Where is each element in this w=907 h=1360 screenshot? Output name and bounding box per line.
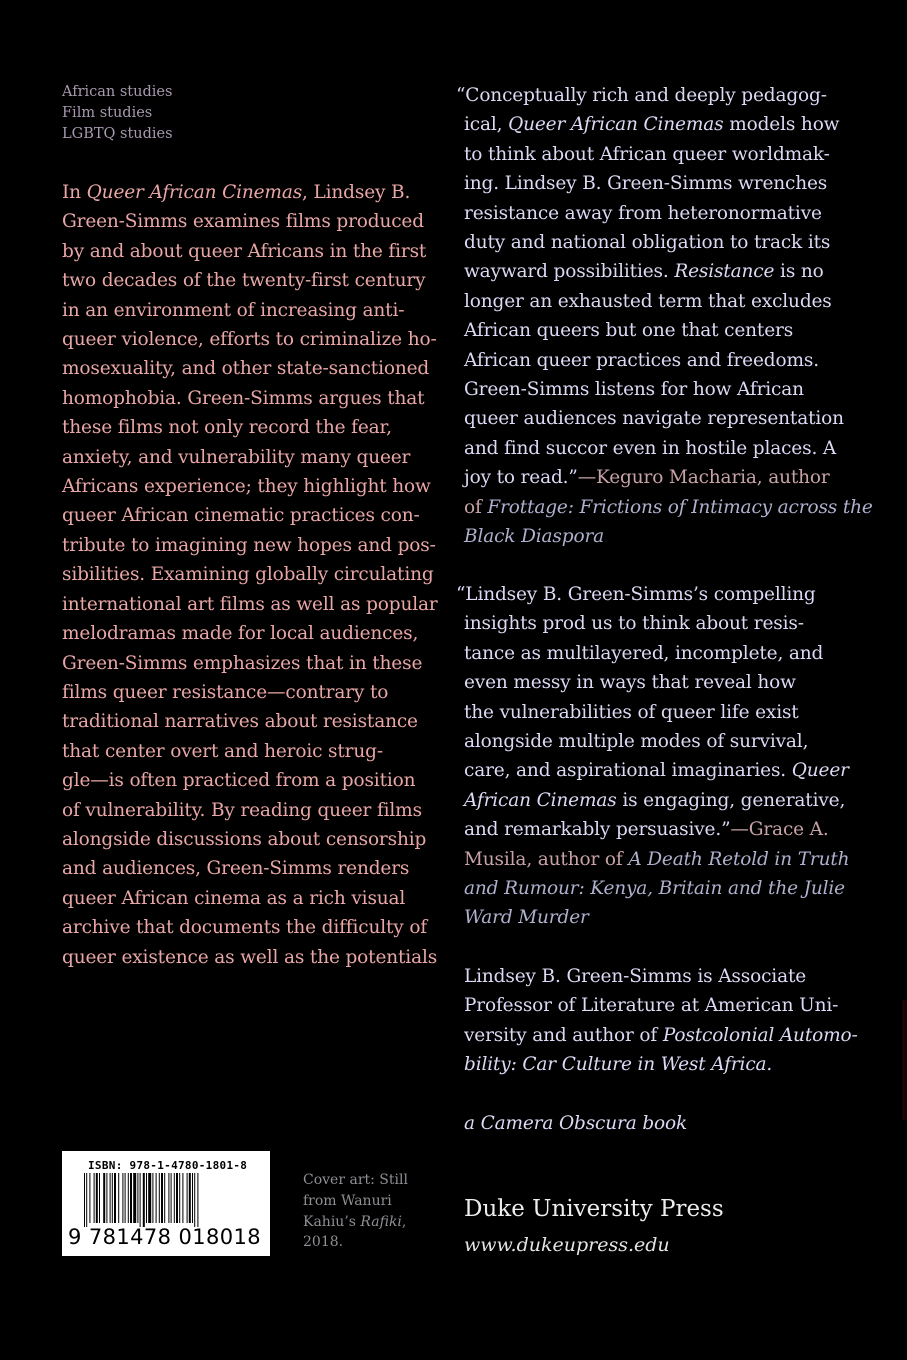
subject-item: LGBTQ studies	[62, 126, 173, 142]
attributed-work-title: Frottage: Frictions of Intimacy across the	[487, 496, 873, 518]
book-description	[62, 178, 447, 972]
credit-line: 2018.	[303, 1234, 344, 1251]
barcode-bar	[86, 1173, 87, 1227]
barcode-bar	[179, 1173, 180, 1223]
attribution: —Grace A.	[730, 819, 829, 841]
barcode-bar	[143, 1173, 145, 1227]
barcode-bar	[137, 1173, 138, 1223]
barcode-bar	[174, 1173, 175, 1223]
description-line: sibilities. Examining globally circulating	[62, 564, 434, 586]
barcode-bar	[171, 1173, 172, 1223]
resistance-word: Resistance	[674, 261, 775, 283]
barcode-bar	[192, 1173, 193, 1223]
barcode-bar	[187, 1173, 188, 1223]
description-line: by and about queer Africans in the first	[62, 240, 427, 262]
description-line: melodramas made for local audiences,	[62, 623, 419, 645]
barcode-bar	[96, 1173, 98, 1223]
barcode-digits: 9 781478 018018	[68, 1225, 262, 1249]
barcode-bar	[197, 1173, 198, 1227]
description-line: that center overt and heroic strug-	[62, 740, 383, 762]
description-line: Africans experience; they highlight how	[62, 476, 431, 498]
description-line: gle—is often practiced from a position	[62, 770, 416, 792]
barcode-bar	[164, 1173, 165, 1223]
blurb-line: of Frottage: Frictions of Intimacy across the	[464, 496, 873, 518]
blurb-line: care, and aspirational imaginaries. Queer	[464, 760, 849, 782]
blurb-line: Green-Simms listens for how African	[464, 379, 804, 401]
blurb-line: duty and national obligation to track its	[464, 232, 831, 254]
description-line: In Queer African Cinemas, Lindsey B.	[62, 182, 411, 203]
author-book-title: Postcolonial Automo-	[662, 1024, 858, 1046]
barcode-bar	[89, 1173, 90, 1223]
blurb-line: African Cinemas is engaging, generative,	[464, 789, 846, 811]
barcode-bar	[94, 1173, 95, 1223]
barcode-bar	[99, 1173, 100, 1223]
subject-item: African studies	[62, 84, 173, 100]
description-line: queer violence, efforts to criminalize ho-	[62, 329, 437, 351]
barcode-bar	[114, 1173, 116, 1223]
description-line: these films not only record the fear,	[62, 417, 392, 439]
blurb-line: queer audiences navigate representation	[464, 408, 844, 430]
barcode-bar	[156, 1173, 157, 1223]
barcode-bar	[110, 1173, 111, 1223]
barcode-bar	[133, 1173, 136, 1223]
description-line: Green-Simms emphasizes that in these	[62, 652, 423, 674]
bio-line: Lindsey B. Green-Simms is Associate	[464, 966, 807, 987]
description-line: films queer resistance—contrary to	[62, 681, 389, 703]
description-line: queer African cinematic practices con-	[62, 505, 420, 527]
barcode-bar	[103, 1173, 105, 1223]
barcode-bar	[130, 1173, 132, 1223]
barcode-bar	[189, 1173, 191, 1223]
blurb-line: alongside multiple modes of survival,	[464, 731, 809, 753]
blurb-macharia	[456, 81, 873, 552]
barcode-bar	[118, 1173, 119, 1223]
description-line: queer African cinema as a rich visual	[62, 887, 406, 909]
blurb-musila	[456, 580, 850, 933]
subject-categories	[62, 82, 173, 145]
publisher-name: Duke University Press	[464, 1196, 724, 1222]
barcode-bar	[168, 1173, 169, 1223]
description-line: tribute to imagining new hopes and pos-	[62, 534, 436, 556]
blurb-line	[464, 845, 850, 874]
description-line: and audiences, Green-Simms renders	[62, 858, 410, 880]
blurb-line: and find succor even in hostile places. A	[464, 437, 837, 459]
blurb-line: longer an exhausted term that excludes	[464, 290, 832, 312]
isbn-barcode	[62, 1151, 270, 1256]
blurb-line: African queer practices and freedoms.	[464, 349, 819, 371]
barcode-bar	[125, 1173, 126, 1223]
blurb-line: insights prod us to think about resis-	[464, 613, 804, 635]
description-line: two decades of the twenty-first century	[62, 270, 426, 292]
barcode-bars	[84, 1173, 250, 1227]
barcode-bar	[140, 1173, 141, 1227]
blurb-line: even messy in ways that reveal how	[464, 672, 796, 694]
bio-line: versity and author of Postcolonial Automo-	[464, 1024, 858, 1046]
description-line: international art films as well as popular	[62, 593, 438, 615]
series-name: a Camera Obscura book	[464, 1113, 688, 1134]
bio-line: Professor of Literature at American Uni-	[464, 995, 839, 1017]
blurb-line: resistance away from heteronormative	[464, 202, 822, 224]
description-line: mosexuality, and other state-sanctioned	[62, 358, 430, 380]
description-line: anxiety, and vulnerability many queer	[62, 446, 411, 468]
attribution: Musila, author of	[464, 848, 623, 870]
barcode-bar	[106, 1173, 107, 1223]
credit-text: Kahiu’s	[303, 1213, 356, 1230]
barcode-bar	[152, 1173, 153, 1223]
description-line: archive that documents the difficulty of	[62, 917, 428, 939]
blurb-line: wayward possibilities. Resistance is no	[464, 261, 824, 283]
barcode-bar	[161, 1173, 163, 1223]
description-line: Green-Simms examines films produced	[62, 211, 424, 233]
barcode-bar	[176, 1173, 178, 1223]
description-line: alongside discussions about censorship	[62, 828, 427, 850]
barcode-bar	[146, 1173, 147, 1223]
barcode-bar	[84, 1173, 85, 1227]
attributed-work-title: Ward Murder	[464, 907, 589, 929]
blurb-line: “Conceptually rich and deeply pedagog-	[456, 85, 827, 106]
spine-edge	[902, 1000, 907, 1120]
barcode-bar	[148, 1173, 151, 1223]
blurb-line: “Lindsey B. Green-Simms’s compelling	[456, 584, 816, 605]
description-line: homophobia. Green-Simms argues that	[62, 387, 425, 409]
author-bio	[464, 962, 858, 1080]
cover-art-credit	[303, 1170, 423, 1253]
author-book-title: bility: Car Culture in West Africa.	[464, 1054, 773, 1076]
barcode-bar	[194, 1173, 195, 1227]
book-title: Queer African Cinemas	[86, 182, 303, 203]
blurb-line: African queers but one that centers	[464, 320, 794, 342]
blurb-line: tance as multilayered, incomplete, and	[464, 642, 824, 664]
barcode-bar	[112, 1173, 113, 1223]
publisher-website[interactable]: www.dukeupress.edu	[464, 1234, 670, 1256]
attributed-work-title: A Death Retold in Truth	[628, 848, 850, 870]
description-line: in an environment of increasing anti-	[62, 299, 405, 321]
description-line: traditional narratives about resistance	[62, 711, 418, 733]
blurb-line: joy to read.”—Keguro Macharia, author	[464, 467, 830, 489]
isbn-label: ISBN: 978-1-4780-1801-8	[88, 1159, 248, 1172]
barcode-bar	[182, 1173, 183, 1223]
barcode-bar	[128, 1173, 129, 1223]
attribution: —Keguro Macharia, author	[577, 467, 830, 489]
film-title: Rafiki	[360, 1213, 402, 1230]
attributed-work-title: and Rumour: Kenya, Britain and the Julie	[464, 878, 845, 900]
credit-line: Kahiu’s Rafiki,	[303, 1213, 407, 1230]
description-line: of vulnerability. By reading queer films	[62, 799, 422, 821]
credit-line: Cover art: Still	[303, 1172, 408, 1188]
description-line: queer existence as well as the potentials	[62, 946, 438, 968]
barcode-bar	[122, 1173, 123, 1223]
credit-line: from Wanuri	[303, 1192, 392, 1209]
attributed-work-title: Black Diaspora	[464, 526, 605, 548]
blurb-line: the vulnerabilities of queer life exist	[464, 701, 799, 723]
blurb-line: to think about African queer worldmak-	[464, 143, 830, 165]
barcode-bar	[159, 1173, 160, 1223]
blurb-line: ical, Queer African Cinemas models how	[464, 114, 840, 136]
blurb-line: and remarkably persuasive.”—Grace A.	[464, 819, 829, 841]
subject-item: Film studies	[62, 105, 153, 121]
blurb-line: ing. Lindsey B. Green-Simms wrenches	[464, 173, 828, 195]
